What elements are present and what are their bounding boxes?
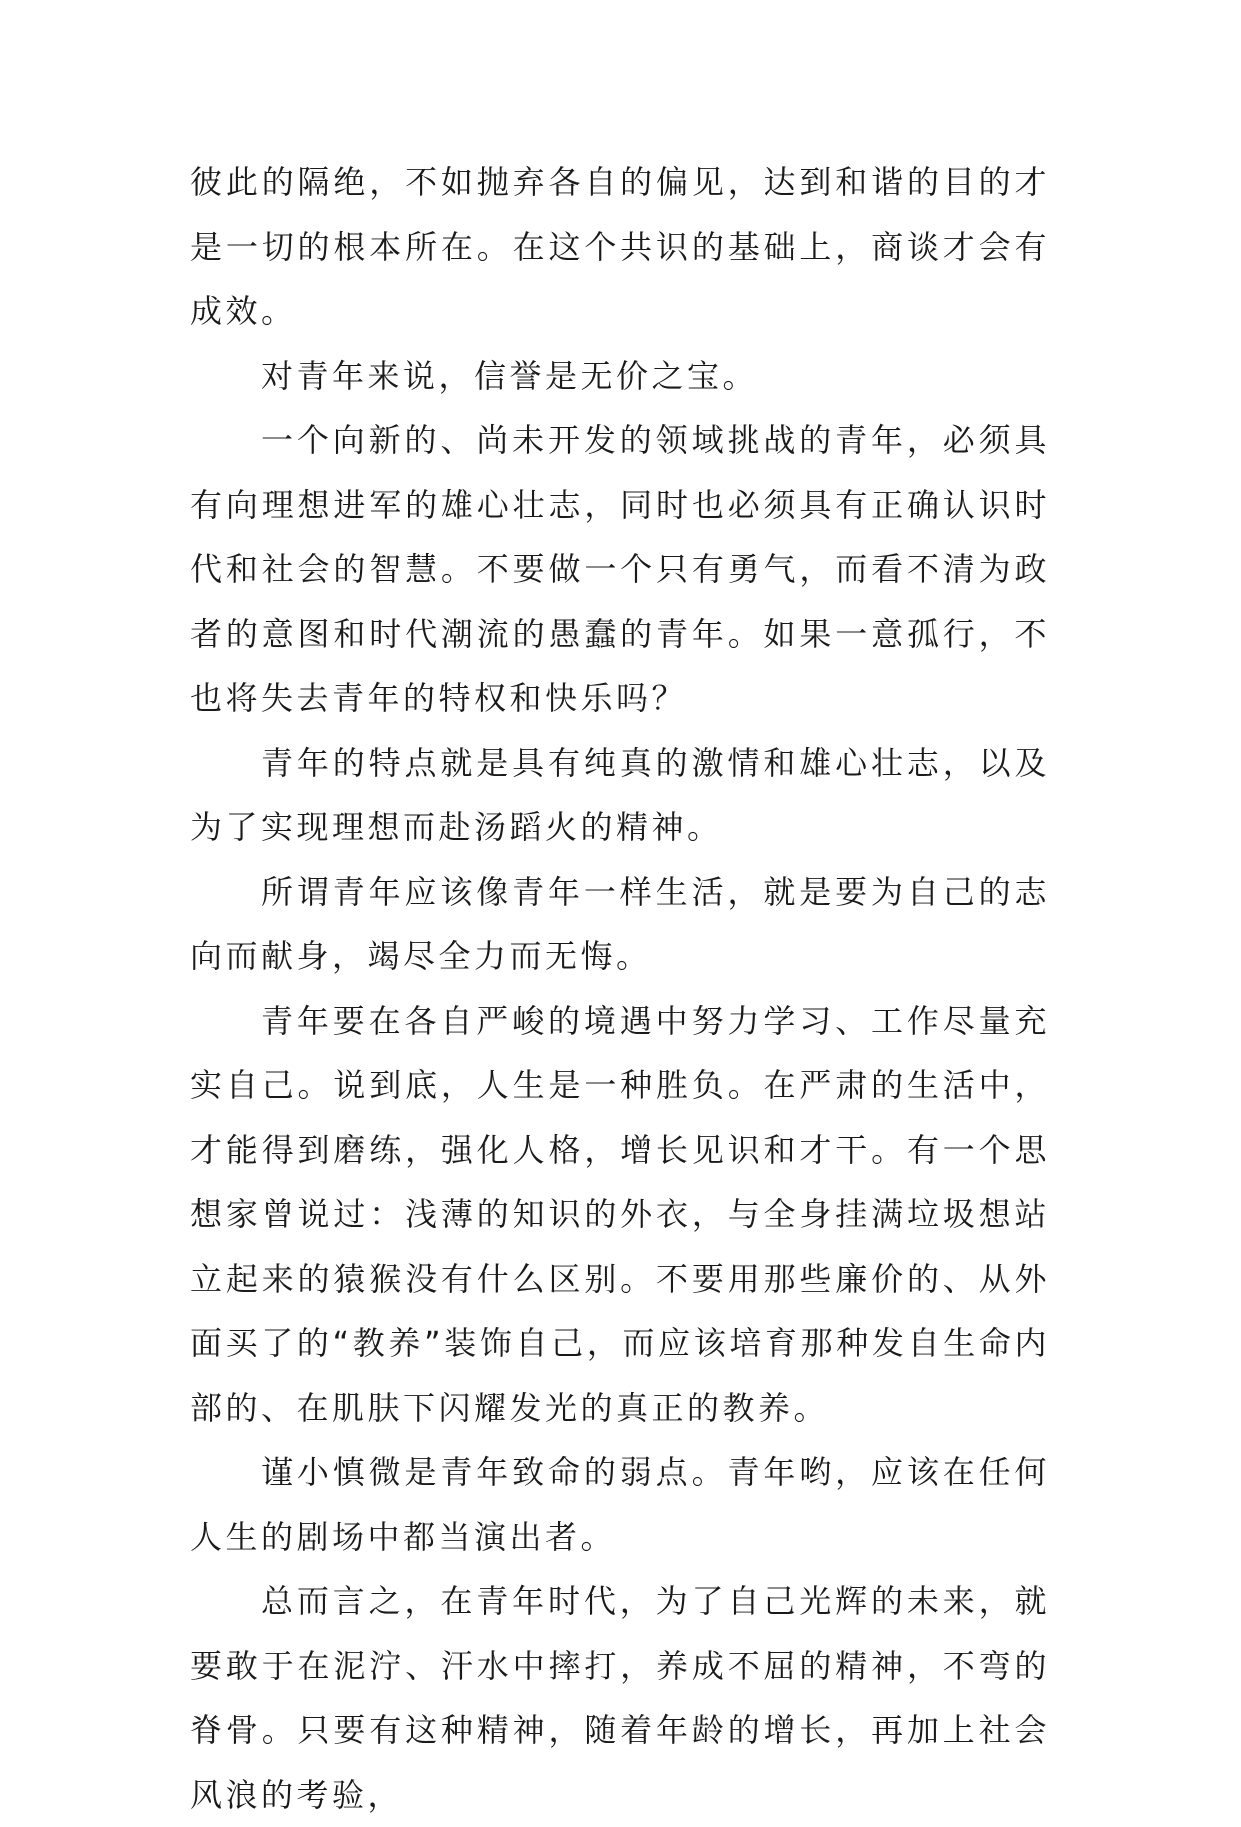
paragraph: 对青年来说，信誉是无价之宝。 — [261, 356, 759, 395]
paragraph: 青年要在各自严峻的境遇中努力学习、工作尽量充实自己。说到底，人生是一种胜负。在严肃的生活中，才能得到磨练，强化人格，增长见识和才干。有一个思想家曾说过：浅薄的知识的外衣，与全身挂满垃圾想站立起来的猿猴没有什么区别。不要用那些廉价的、从外面买了的“教养”装饰自己，而应该培育那种发自生命内部的、在肌肤下闪耀发光的真正的教养。 — [190, 1001, 1050, 1427]
paragraph: 谨小慎微是青年致命的弱点。青年哟，应该在任何人生的剧场中都当演出者。 — [190, 1453, 1050, 1556]
paragraph: 总而言之，在青年时代，为了自己光辉的未来，就要敢于在泥泞、汗水中摔打，养成不屈的精神，不弯的脊骨。只要有这种精神，随着年龄的增长，再加上社会风浪的考验， — [190, 1582, 1050, 1814]
paragraph: 青年的特点就是具有纯真的激情和雄心壮志，以及为了实现理想而赴汤蹈火的精神。 — [190, 743, 1050, 846]
paragraph: 所谓青年应该像青年一样生活，就是要为自己的志向而献身，竭尽全力而无悔。 — [190, 872, 1050, 975]
document-body — [190, 150, 1050, 1827]
paragraph: 彼此的隔绝，不如抛弃各自的偏见，达到和谐的目的才是一切的根本所在。在这个共识的基础上，商谈才会有成效。 — [190, 163, 1050, 330]
paragraph: 一个向新的、尚未开发的领域挑战的青年，必须具有向理想进军的雄心壮志，同时也必须具有正确认识时代和社会的智慧。不要做一个只有勇气，而看不清为政者的意图和时代潮流的愚蠢的青年。如果一意孤行，不也将失去青年的特权和快乐吗？ — [190, 421, 1050, 717]
